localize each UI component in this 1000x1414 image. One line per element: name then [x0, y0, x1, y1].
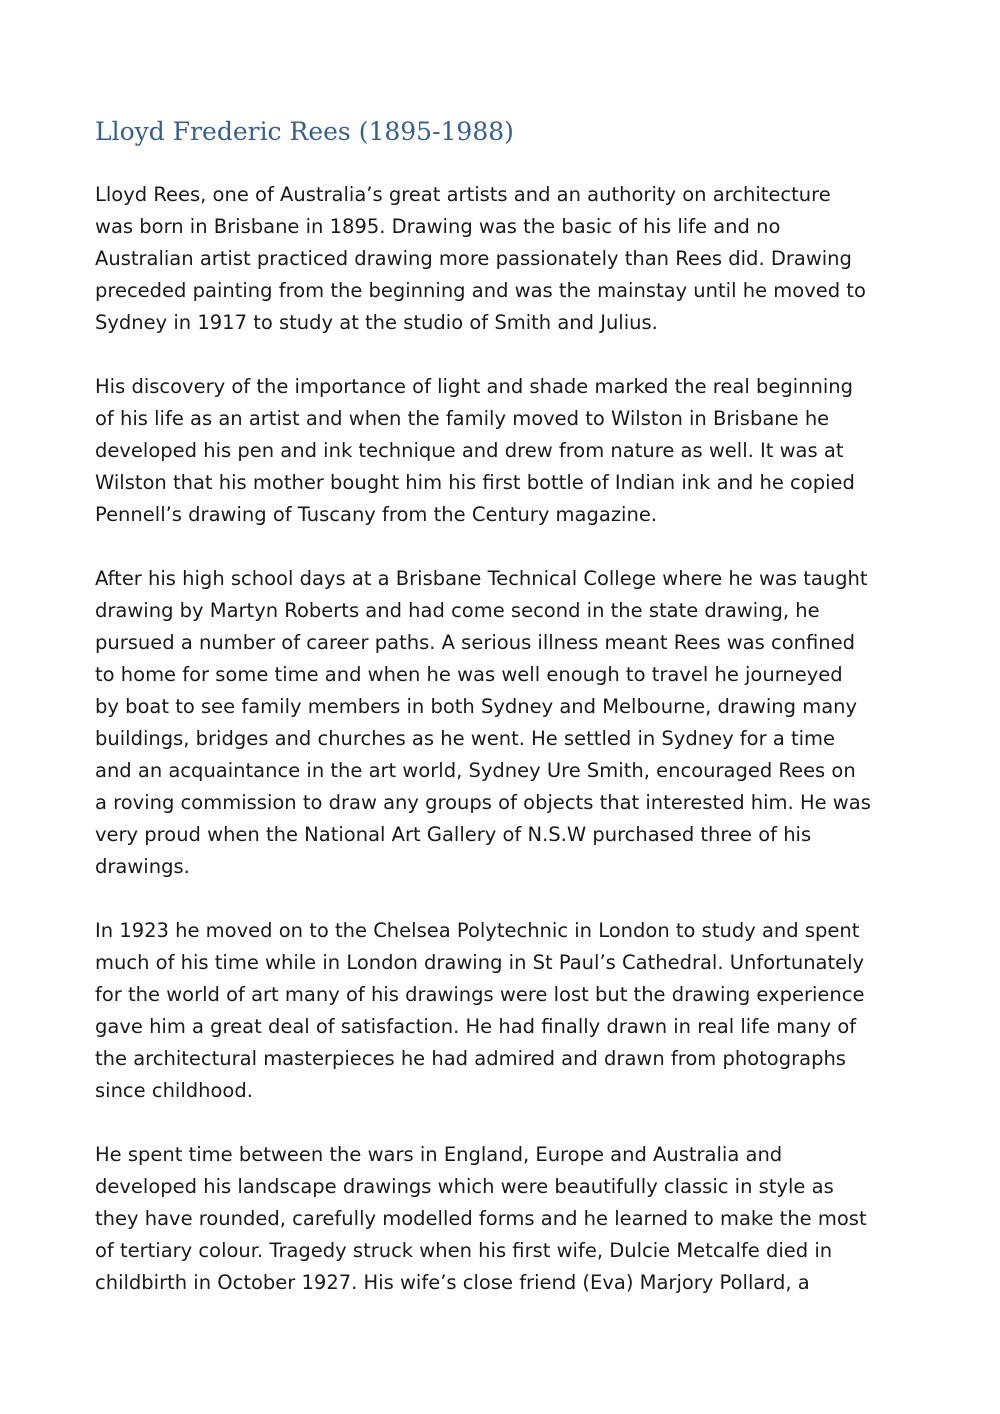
text-line: His discovery of the importance of light and shade marked the real beginning — [95, 375, 854, 398]
text-line: After his high school days at a Brisbane Technical College where he was taught — [95, 567, 868, 590]
paragraph-3 — [95, 563, 925, 883]
text-line: since childhood. — [95, 1079, 253, 1102]
text-line: for the world of art many of his drawings were lost but the drawing experience — [95, 983, 865, 1006]
text-line: of his life as an artist and when the family moved to Wilston in Brisbane he — [95, 407, 830, 430]
text-line: buildings, bridges and churches as he went. He settled in Sydney for a time — [95, 727, 836, 750]
text-line: was born in Brisbane in 1895. Drawing was the basic of his life and no — [95, 215, 781, 238]
paragraph-5 — [95, 1139, 925, 1299]
text-line: of tertiary colour. Tragedy struck when his first wife, Dulcie Metcalfe died in — [95, 1239, 833, 1262]
text-line: Australian artist practiced drawing more passionately than Rees did. Drawing — [95, 247, 852, 270]
text-line: to home for some time and when he was well enough to travel he journeyed — [95, 663, 843, 686]
text-line: a roving commission to draw any groups of objects that interested him. He was — [95, 791, 871, 814]
text-line: very proud when the National Art Gallery of N.S.W purchased three of his — [95, 823, 812, 846]
page-title: Lloyd Frederic Rees (1895-1988) — [95, 117, 514, 146]
text-line: developed his landscape drawings which were beautifully classic in style as — [95, 1175, 834, 1198]
text-line: gave him a great deal of satisfaction. He had finally drawn in real life many of — [95, 1015, 857, 1038]
text-line: drawing by Martyn Roberts and had come second in the state drawing, he — [95, 599, 820, 622]
text-line: the architectural masterpieces he had admired and drawn from photographs — [95, 1047, 846, 1070]
text-line: Lloyd Rees, one of Australia’s great artists and an authority on architecture — [95, 183, 831, 206]
article-body — [95, 179, 925, 1331]
paragraph-2 — [95, 371, 925, 531]
text-line: childbirth in October 1927. His wife’s close friend (Eva) Marjory Pollard, a — [95, 1271, 810, 1294]
text-line: He spent time between the wars in England, Europe and Australia and — [95, 1143, 783, 1166]
text-line: Sydney in 1917 to study at the studio of Smith and Julius. — [95, 311, 658, 334]
text-line: developed his pen and ink technique and drew from nature as well. It was at — [95, 439, 844, 462]
paragraph-4 — [95, 915, 925, 1107]
text-line: much of his time while in London drawing in St Paul’s Cathedral. Unfortunately — [95, 951, 865, 974]
text-line: Pennell’s drawing of Tuscany from the Century magazine. — [95, 503, 658, 526]
text-line: In 1923 he moved on to the Chelsea Polytechnic in London to study and spent — [95, 919, 860, 942]
text-line: preceded painting from the beginning and was the mainstay until he moved to — [95, 279, 866, 302]
text-line: drawings. — [95, 855, 190, 878]
text-line: by boat to see family members in both Sydney and Melbourne, drawing many — [95, 695, 858, 718]
text-line: pursued a number of career paths. A serious illness meant Rees was confined — [95, 631, 856, 654]
text-line: they have rounded, carefully modelled forms and he learned to make the most — [95, 1207, 867, 1230]
paragraph-1 — [95, 179, 925, 339]
text-line: and an acquaintance in the art world, Sydney Ure Smith, encouraged Rees on — [95, 759, 856, 782]
text-line: Wilston that his mother bought him his first bottle of Indian ink and he copied — [95, 471, 855, 494]
